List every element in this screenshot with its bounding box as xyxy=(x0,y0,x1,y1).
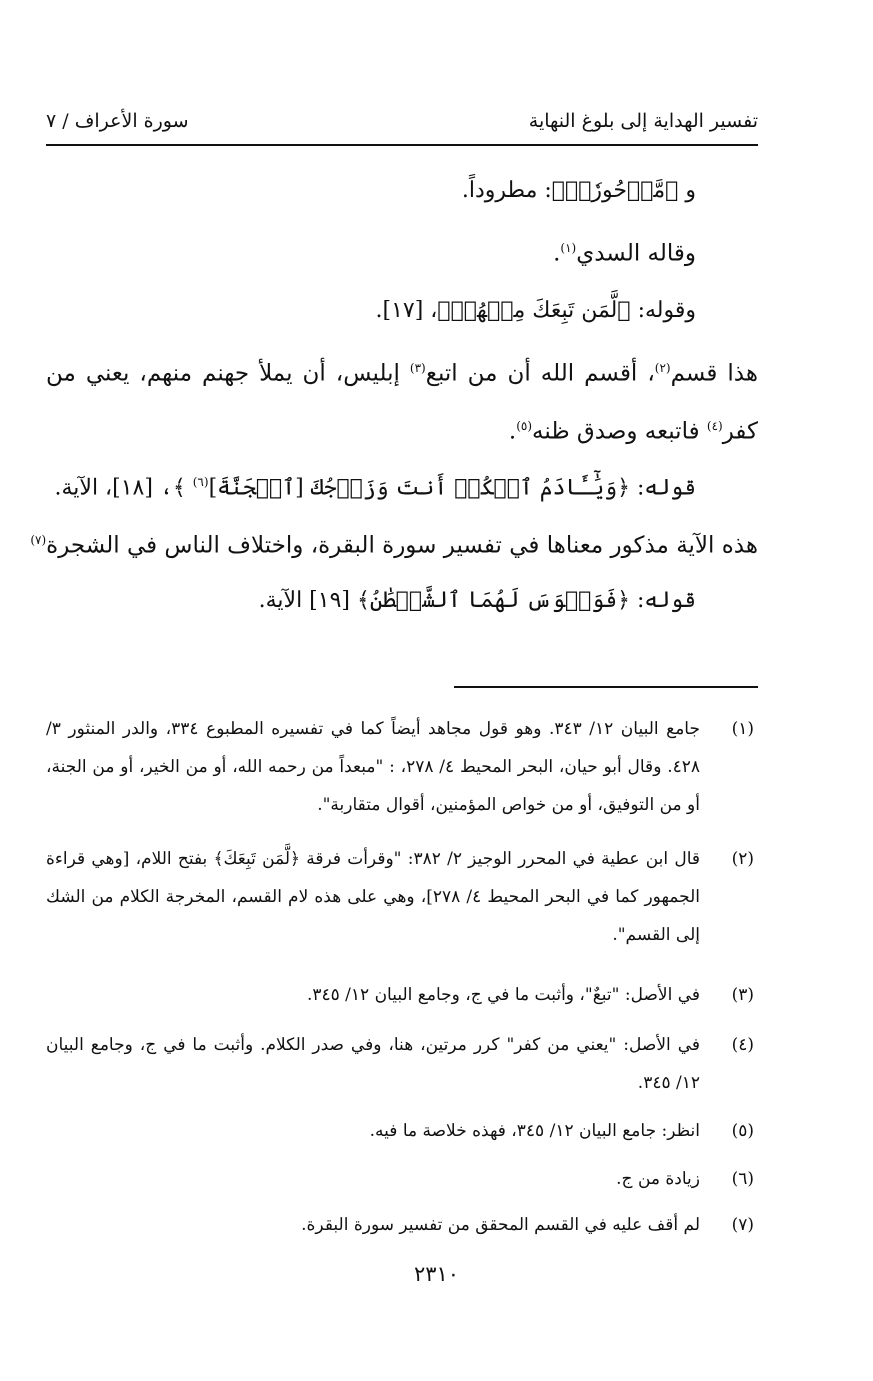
text-line: وقاله السدي$^{(١)}$. xyxy=(553,240,696,267)
text-line: قوله: ﴿فَوَسۡوَسَ لَهُمَا ٱلشَّيۡطَٰنُ﴾ [١٩] الآية. xyxy=(258,588,696,613)
surah-reference: سورة الأعراف / ٧ xyxy=(46,110,189,132)
footnote-number: (٤) xyxy=(731,1035,754,1055)
footnote xyxy=(46,710,758,830)
book-title: تفسير الهداية إلى بلوغ النهاية xyxy=(528,110,758,132)
footnote-marker: (٧) xyxy=(30,533,47,547)
footnote-marker: (١) xyxy=(560,241,577,255)
footnote-text: لم أقف عليه في القسم المحقق من تفسير سورة البقرة. xyxy=(301,1215,700,1235)
footnote xyxy=(46,976,758,1016)
footnote-number: (١) xyxy=(731,719,754,739)
footnote-number: (٢) xyxy=(731,849,754,869)
page-number: ٢٣١٠ xyxy=(413,1262,460,1286)
footnote-text: جامع البيان ١٢/ ٣٤٣. وهو قول مجاهد أيضاً كما في تفسيره المطبوع ٣٣٤، والدر المنثور ٣/ ٤٢٨. وقال أبو حيان، البحر المحيط ٤/ ٢٧٨، : "مبعداً من رحمه الله، أو من الخير، أو من الجنة، أو من التوفيق، أو من خواص المؤمنين، أقوال متقاربة". xyxy=(46,719,700,815)
footnote-number: (٦) xyxy=(731,1169,754,1189)
footnote-text: قال ابن عطية في المحرر الوجيز ٢/ ٣٨٢: "وقرأت فرقة ﴿لَّمَن تَبِعَكَ﴾ بفتح اللام، [وهي قراءة الجمهور كما في البحر المحيط ٤/ ٢٧٨]، وهي على هذه لام القسم، المخرجة الكلام من الشك إلى القسم". xyxy=(46,849,701,945)
footnote-marker: (٦) xyxy=(192,475,209,489)
text-line: هذه الآية مذكور معناها في تفسير سورة البقرة، واختلاف الناس في الشجرة$^{(٧)}$ xyxy=(30,532,758,559)
running-header xyxy=(46,104,758,146)
footnote-marker: (٤) xyxy=(706,419,723,433)
footnote xyxy=(46,840,758,960)
footnote-number: (٧) xyxy=(731,1215,754,1235)
footnote-separator xyxy=(454,686,758,688)
footnote xyxy=(46,1026,758,1106)
footnote xyxy=(46,1160,758,1200)
footnote-text: زيادة من ج. xyxy=(616,1169,700,1189)
footnote-marker: (٣) xyxy=(409,361,426,375)
footnote-marker: (٥) xyxy=(516,419,533,433)
footnote xyxy=(46,1206,758,1246)
footnote-text: انظر: جامع البيان ١٢/ ٣٤٥، فهذه خلاصة ما فيه. xyxy=(369,1121,700,1141)
footnote xyxy=(46,1112,758,1152)
text-line: و ﴿مَّدۡحُورٗاۖ﴾: مطروداً. xyxy=(461,178,696,203)
text-line: كفر$^{(٤)}$ فاتبعه وصدق ظنه$^{(٥)}$. xyxy=(508,418,758,445)
text-line: قوله: ﴿وَيَٰٓـَٔادَمُ ٱسۡكُنۡ أَنتَ وَزَوۡجُكَ [ٱلۡجَنَّةَ]$^{(٦)}$ ﴾، [١٨]، الآية. xyxy=(54,475,696,501)
footnote-marker: (٢) xyxy=(654,361,671,375)
footnote-text: في الأصل: "يعني من كفر" كرر مرتين، هنا، وفي صدر الكلام. وأثبت ما في ج، وجامع البيان ١٢/ ٣٤٥. xyxy=(46,1035,700,1093)
footnote-text: في الأصل: "تبعٌ"، وأثبت ما في ج، وجامع البيان ١٢/ ٣٤٥. xyxy=(306,985,700,1005)
footnote-number: (٣) xyxy=(731,985,754,1005)
footnote-number: (٥) xyxy=(731,1121,754,1141)
text-line: هذا قسم$^{(٢)}$، أقسم الله أن من اتبع$^{(٣)}$ إبليس، أن يملأ جهنم منهم، يعني من xyxy=(46,360,758,387)
text-line: وقوله: ﴿لَّمَن تَبِعَكَ مِنۡهُمۡ﴾، [١٧]. xyxy=(375,298,696,323)
